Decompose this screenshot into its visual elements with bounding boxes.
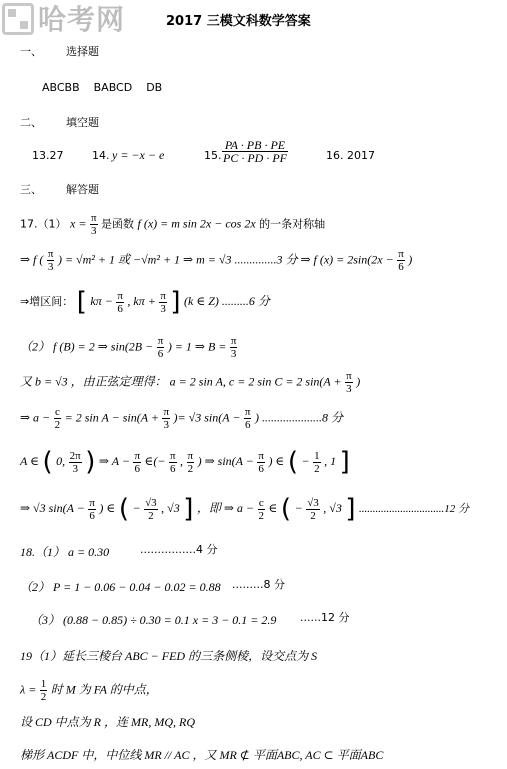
fraction-pi-6: $\frac{\pi}{6}$ [398, 248, 404, 273]
answer-15-denominator: PC · PD · PF [223, 151, 287, 165]
q17-x-eq: x = [70, 216, 87, 231]
section-3-number: 三、 [20, 183, 42, 196]
fraction-pi-3: $\frac{\pi}{3}$ [230, 335, 237, 360]
fraction-pi-3: $\frac{\pi}{3}$ [90, 212, 97, 237]
q18-line-1-score: ................4 分 [140, 543, 218, 556]
q17-line-8: ⇒ √3 sin(A − $\frac{\pi}{6}$ ) ∈ ( − $\frac{√3}{2}$ , √3 ] ，即 ⇒ a − $\frac{c}{2}$ ∈ ( − $\frac{√3}{2}$ , √3 ] ...............................12 分 [20, 494, 469, 524]
fraction-c-2: $\frac{c}{2}$ [258, 496, 265, 522]
q17-line-2: ⇒ f ( $\frac{\pi}{3}$ ) = √m² + 1 或 −√m² + 1 ⇒ m = √3 ..............3 分 ⇒ f (x) = 2sin(2x − $\frac{\pi}{6}$ ) [20, 248, 413, 273]
answer-13: 13.27 [32, 149, 64, 162]
q17-head-tail: 的一条对称轴 [259, 217, 326, 231]
fraction-pi-3: $\frac{\pi}{3}$ [47, 248, 54, 273]
fraction-pi-6: $\frac{\pi}{6}$ [258, 449, 264, 475]
q18-line-3-score: ......12 分 [300, 611, 350, 624]
answer-15-numerator: PA · PB · PE [222, 139, 288, 152]
q17-line-3: ⇒增区间： [ kπ − $\frac{\pi}{6}$ , kπ + $\frac{\pi}{3}$ ] (k ∈ Z) .........6 分 [20, 287, 270, 317]
q19-line-3: 设 CD 中点为 R ，连 MR, MQ, RQ [20, 715, 195, 729]
q18-line-2: （2） P = 1 − 0.06 − 0.04 − 0.02 = 0.88 [20, 580, 221, 594]
fraction-1-2: $\frac{1}{2}$ [40, 678, 47, 703]
fraction-1-2: $\frac{1}{2}$ [314, 449, 320, 475]
fraction-pi-6: $\frac{\pi}{6}$ [134, 449, 140, 475]
fraction-pi-3: $\frac{\pi}{3}$ [346, 370, 352, 395]
section-2-number: 二、 [20, 116, 42, 129]
fraction-c-2: $\frac{c}{2}$ [54, 406, 61, 431]
logo-text: 哈考网 [38, 3, 126, 36]
q19-line-1: 19（1）延长三棱台 ABC − FED 的三条侧棱，设交点为 S [20, 649, 318, 663]
q17-line-1 [20, 212, 325, 237]
section-1-number: 一、 [20, 45, 42, 58]
q19-line-4: 梯形 ACDF 中，中位线 MR // AC ，又 MR ⊄ 平面ABC, AC ⊂ 平面ABC [20, 748, 384, 762]
q18-line-2-score: .........8 分 [232, 578, 285, 591]
watermark-logo [2, 3, 152, 37]
fraction-pi-6: $\frac{\pi}{6}$ [157, 335, 164, 360]
section-3-name: 解答题 [66, 183, 99, 196]
section-1-name: 选择题 [66, 45, 99, 58]
page-title: 2017 三模文科数学答案 [166, 14, 311, 29]
answer-14-expr: y = −x − e [112, 148, 165, 162]
section-2-name: 填空题 [66, 116, 99, 129]
q18-line-3: （3） (0.88 − 0.85) ÷ 0.30 = 0.1 x = 3 − 0.1 = 2.9 [30, 613, 277, 627]
fraction-pi-3: $\frac{\pi}{3}$ [163, 406, 170, 431]
fraction-pi-6: $\frac{\pi}{6}$ [169, 449, 176, 475]
fraction-pi-6: $\frac{\pi}{6}$ [244, 406, 251, 431]
q17-head: 17.（1） [20, 217, 67, 231]
answer-15-fraction [222, 139, 288, 164]
q18-line-1: 18.（1） a = 0.30 [20, 545, 110, 559]
answer-16: 16. 2017 [326, 149, 375, 162]
fraction-pi-2: $\frac{\pi}{2}$ [187, 449, 194, 475]
q17-part-2: （2） f (B) = 2 ⇒ sin(2B − $\frac{\pi}{6}$ ) = 1 ⇒ B = $\frac{\pi}{3}$ [20, 335, 237, 360]
q19-line-2: λ = $\frac{1}{2}$ 时 M 为 FA 的中点， [20, 678, 158, 703]
answer-14-label: 14. [92, 149, 110, 162]
fraction-sqrt3-2: $\frac{√3}{2}$ [145, 496, 157, 522]
fraction-pi-3: $\frac{\pi}{3}$ [160, 289, 166, 315]
fraction-sqrt3-2: $\frac{√3}{2}$ [307, 496, 319, 522]
answer-15-label: 15. [204, 149, 222, 162]
q17-head-text: 是函数 [101, 217, 134, 231]
q17-line-7: A ∈ ( 0, $\frac{2\pi}{3}$ ) ⇒ A − $\frac{\pi}{6}$ ∈(− $\frac{\pi}{6}$ , $\frac{\pi}{2}$ ) ⇒ sin(A − $\frac{\pi}{6}$ ) ∈ ( − $\frac{1}{2}$ , 1 ] [20, 447, 350, 477]
q17-line-5: 又 b = √3 ，由正弦定理得： a = 2 sin A, c = 2 sin C = 2 sin(A + $\frac{\pi}{3}$ ) [20, 370, 361, 395]
choice-answers: ABCBB BABCD DB [42, 81, 163, 94]
fraction-2pi-3: $\frac{2\pi}{3}$ [69, 449, 81, 475]
fraction-pi-6: $\frac{\pi}{6}$ [89, 496, 95, 522]
logo-icon [2, 3, 34, 35]
q17-function: f (x) = m sin 2x − cos 2x [137, 216, 256, 231]
fraction-pi-6: $\frac{\pi}{6}$ [117, 289, 123, 315]
q17-line-6: ⇒ a − $\frac{c}{2}$ = 2 sin A − sin(A + $\frac{\pi}{3}$ )= √3 sin(A − $\frac{\pi}{6}$ ) ....................8 分 [20, 406, 343, 431]
